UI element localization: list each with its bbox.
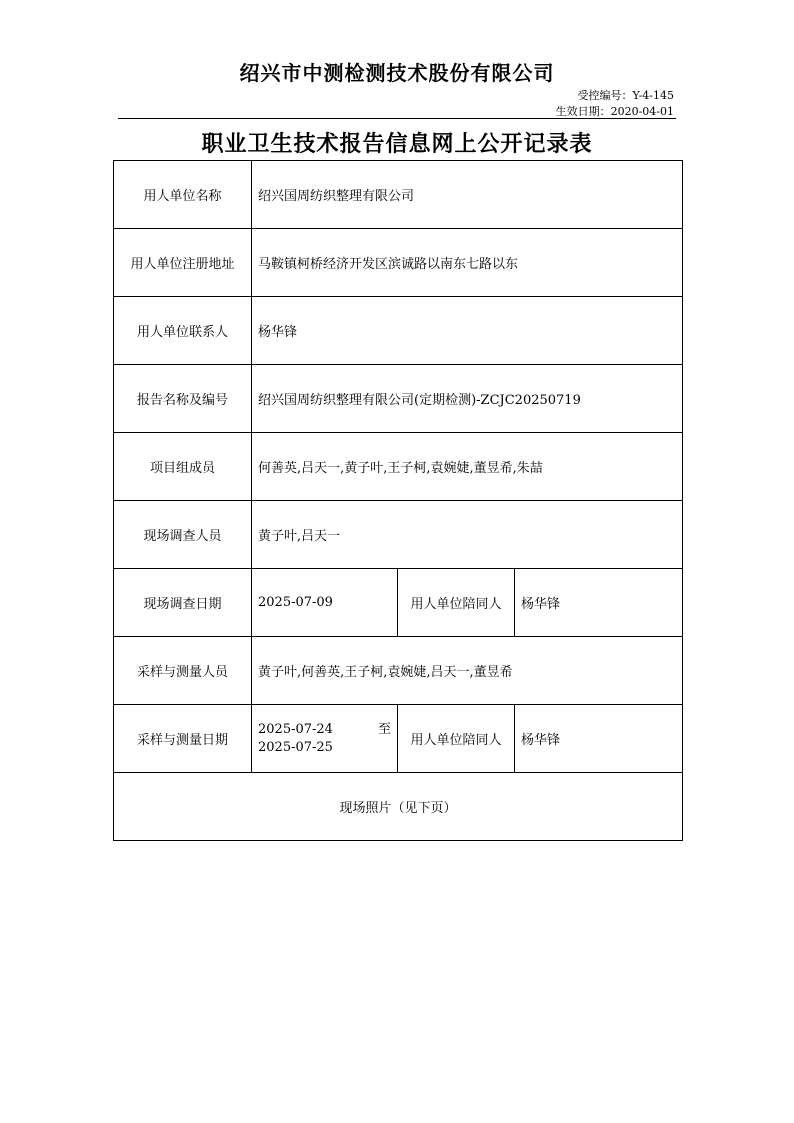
- employer-contact-label: 用人单位联系人: [114, 297, 252, 365]
- survey-date-label: 现场调查日期: [114, 569, 252, 637]
- table-row: [114, 569, 683, 637]
- sampling-date-label: 采样与测量日期: [114, 705, 252, 773]
- sampling-escort-label: 用人单位陪同人: [398, 705, 515, 773]
- record-table: [113, 160, 683, 841]
- table-row: [114, 229, 683, 297]
- sampling-start-date: 2025-07-24: [258, 721, 333, 737]
- employer-address-label: 用人单位注册地址: [114, 229, 252, 297]
- table-row: [114, 365, 683, 433]
- table-row: [114, 637, 683, 705]
- employer-address-value: 马鞍镇柯桥经济开发区滨诚路以南东七路以东: [252, 229, 683, 297]
- employer-contact-value: 杨华锋: [252, 297, 683, 365]
- sampling-escort-value: 杨华锋: [515, 705, 683, 773]
- survey-date-value: 2025-07-09: [252, 569, 398, 637]
- site-photos-note: 现场照片（见下页）: [114, 773, 683, 841]
- sampling-staff-value: 黄子叶,何善英,王子柯,袁婉婕,吕天一,董昱希: [252, 637, 683, 705]
- employer-name-label: 用人单位名称: [114, 161, 252, 229]
- date-range: [258, 721, 391, 757]
- table-row: [114, 297, 683, 365]
- survey-staff-label: 现场调查人员: [114, 501, 252, 569]
- control-number: 受控编号：Y-4-145: [577, 89, 674, 102]
- table-row: [114, 433, 683, 501]
- sampling-end-date: 2025-07-25: [258, 739, 333, 755]
- report-name-value: 绍兴国周纺织整理有限公司(定期检测)-ZCJC20250719: [252, 365, 683, 433]
- employer-name-value: 绍兴国周纺织整理有限公司: [252, 161, 683, 229]
- project-members-value: 何善英,吕天一,黄子叶,王子柯,袁婉婕,董昱希,朱喆: [252, 433, 683, 501]
- company-name: 绍兴市中测检测技术股份有限公司: [239, 61, 555, 85]
- survey-escort-label: 用人单位陪同人: [398, 569, 515, 637]
- report-name-label: 报告名称及编号: [114, 365, 252, 433]
- date-range-first-line: [258, 721, 391, 739]
- table-row: [114, 705, 683, 773]
- document-title: 职业卫生技术报告信息网上公开记录表: [201, 132, 593, 157]
- effective-date: 生效日期：2020-04-01: [555, 105, 674, 118]
- table-row: [114, 773, 683, 841]
- survey-escort-value: 杨华锋: [515, 569, 683, 637]
- table-row: [114, 161, 683, 229]
- header-divider: [118, 118, 676, 119]
- sampling-date-value: [252, 705, 398, 773]
- sampling-date-to: 至: [377, 721, 391, 737]
- project-members-label: 项目组成员: [114, 433, 252, 501]
- sampling-staff-label: 采样与测量人员: [114, 637, 252, 705]
- survey-staff-value: 黄子叶,吕天一: [252, 501, 683, 569]
- table-row: [114, 501, 683, 569]
